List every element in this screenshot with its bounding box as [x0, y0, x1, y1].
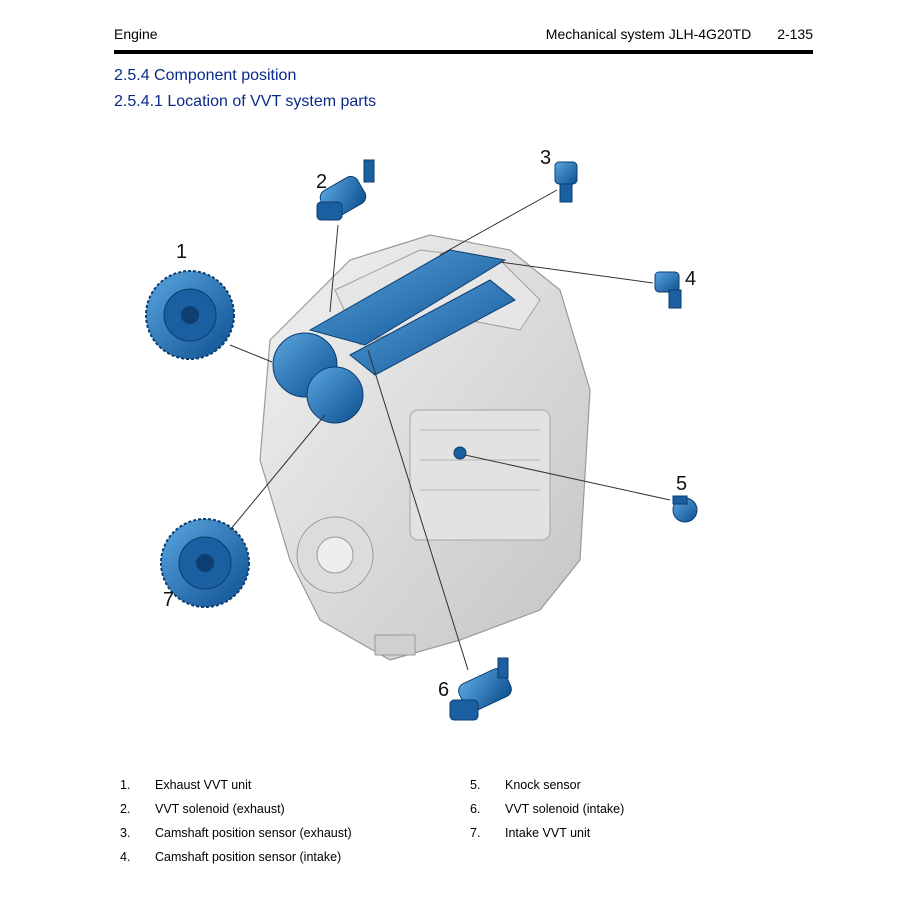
legend-text: Exhaust VVT unit [155, 778, 252, 792]
cam-sensor-intake [655, 272, 681, 308]
leader-line-1 [230, 345, 272, 362]
legend-text: Intake VVT unit [505, 826, 591, 840]
header-right [546, 26, 813, 42]
page-header [114, 22, 813, 54]
header-system: Mechanical system JLH-4G20TD [545, 26, 752, 42]
legend-text: VVT solenoid (intake) [505, 802, 625, 816]
leader-line-3 [440, 190, 557, 255]
callout-6: 6 [438, 679, 450, 701]
legend-number: 7. [470, 826, 481, 840]
legend-text: Camshaft position sensor (intake) [155, 850, 342, 864]
legend-text: Knock sensor [505, 778, 581, 792]
section-heading: 2.5.4 Component position [114, 67, 297, 84]
cam-sensor-exhaust [555, 162, 577, 202]
callout-3: 3 [540, 147, 552, 169]
intake-vvt-on-engine [307, 367, 363, 423]
intake-vvt-unit [161, 519, 249, 607]
legend-number: 1. [120, 778, 131, 792]
legend-text: Camshaft position sensor (exhaust) [155, 826, 352, 840]
legend-number: 3. [120, 826, 131, 840]
legend-text: VVT solenoid (exhaust) [155, 802, 285, 816]
vvt-solenoid-intake [450, 658, 514, 720]
callout-2: 2 [316, 171, 328, 193]
callout-5: 5 [676, 473, 688, 495]
legend-number: 6. [470, 802, 481, 816]
subsection-heading: 2.5.4.1 Location of VVT system parts [114, 93, 377, 110]
header-section: Engine [114, 26, 158, 42]
header-page-number: 2-135 [777, 26, 813, 42]
exhaust-vvt-unit [146, 271, 234, 359]
legend-number: 2. [120, 802, 131, 816]
callout-1: 1 [176, 241, 188, 263]
engine-illustration [120, 140, 740, 740]
legend-number: 5. [470, 778, 481, 792]
callout-4: 4 [685, 268, 697, 290]
legend-number: 4. [120, 850, 131, 864]
callout-7: 7 [163, 589, 175, 611]
